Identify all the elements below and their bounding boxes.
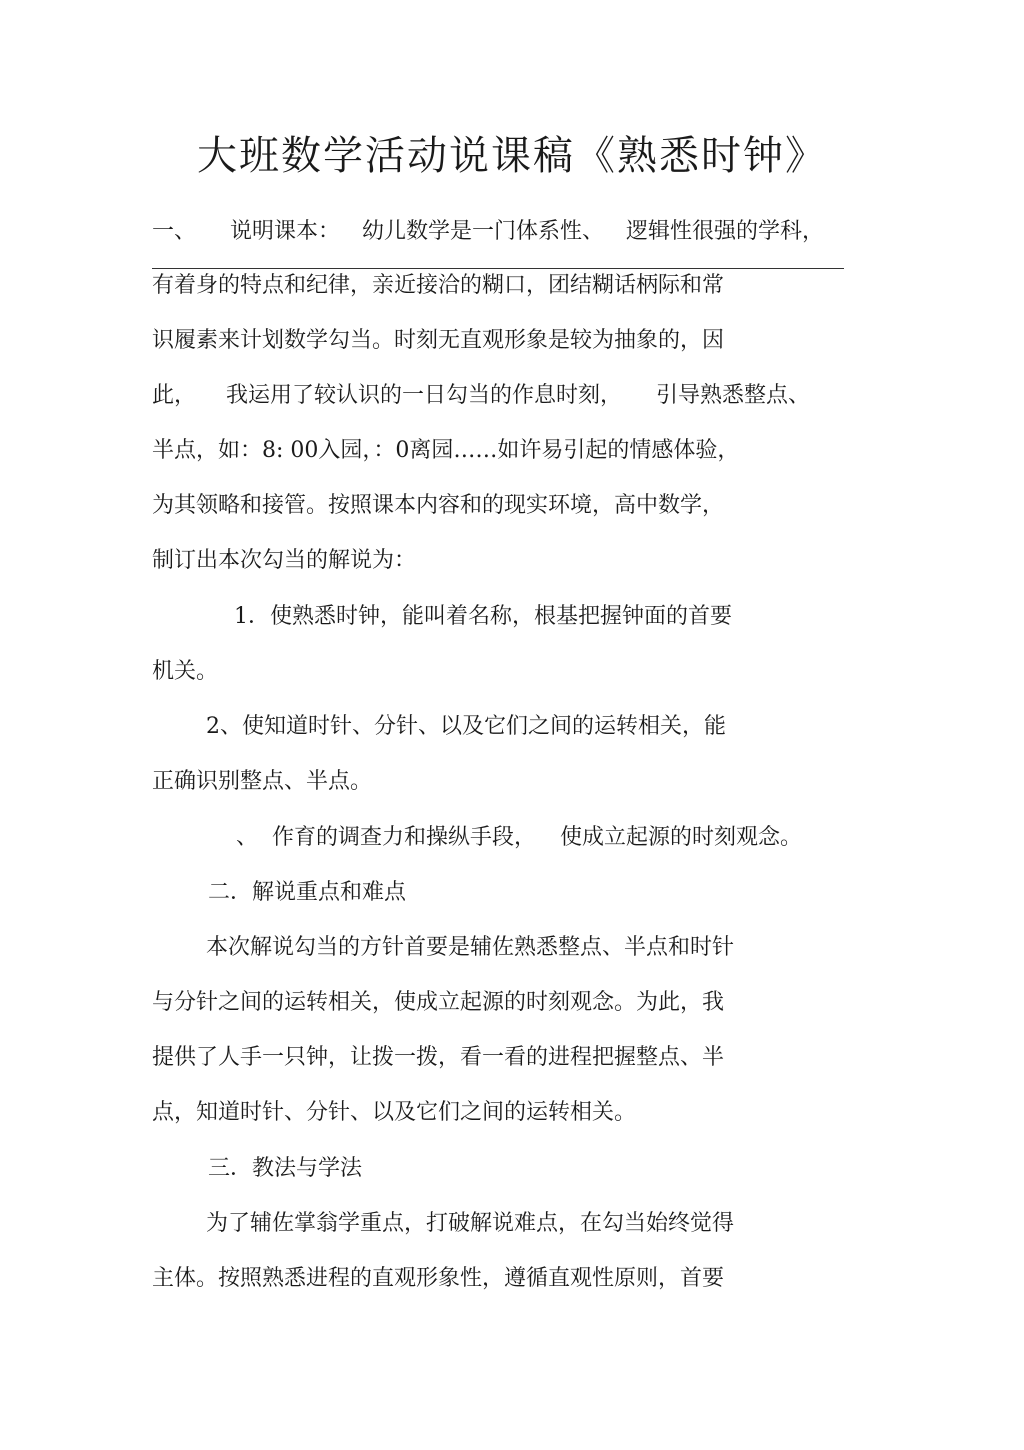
paragraph-line: 制订出本次勾当的解说为： [152, 548, 417, 573]
paragraph-line-split [152, 380, 810, 412]
goal-2-line-a: 2、使知道时针、分针、以及它们之间的运转相关，能 [206, 714, 726, 739]
goal-3-fragment: 作育的调查力和操纵手段， [272, 825, 537, 850]
paragraph-line: 识履素来计划数学勾当。时刻无直观形象是较为抽象的，因 [152, 328, 725, 353]
paragraph-line: 主体。按照熟悉进程的直观形象性，遵循直观性原则，首要 [152, 1266, 725, 1291]
paragraph-line: 与分针之间的运转相关，使成立起源的时刻观念。为此，我 [152, 990, 725, 1015]
paragraph-fragment: 引导熟悉整点、 [656, 383, 811, 408]
paragraph-line: 为其领略和接管。按照课本内容和的现实环境，高中数学， [152, 493, 725, 518]
document-title: 大班数学活动说课稿《熟悉时钟》 [197, 133, 827, 179]
section1-text-a: 幼儿数学是一门体系性、 [362, 219, 605, 244]
paragraph-line: 为了辅佐掌翁学重点，打破解说难点，在勾当始终觉得 [206, 1211, 735, 1236]
section1-number: 一、 [152, 219, 197, 244]
section1-text-b: 逻辑性很强的学科， [626, 219, 825, 244]
section1-first-line [152, 216, 824, 248]
horizontal-rule [152, 268, 844, 269]
paragraph-line: 点，知道时针、分针、以及它们之间的运转相关。 [152, 1100, 637, 1125]
goal-1-line-b: 机关。 [152, 659, 219, 684]
paragraph-line: 本次解说勾当的方针首要是辅佐熟悉整点、半点和时针 [206, 935, 735, 960]
paragraph-line: 半点，如：8: 00入园，：0离园……如许易引起的情感体验， [152, 438, 740, 463]
section1-label: 说明课本： [230, 219, 341, 244]
paragraph-line: 提供了人手一只钟，让拨一拨，看一看的进程把握整点、半 [152, 1045, 725, 1070]
paragraph-fragment: 我运用了较认识的一日勾当的作息时刻， [226, 383, 623, 408]
goal-2-line-b: 正确识别整点、半点。 [152, 769, 373, 794]
paragraph-line: 有着身的特点和纪律，亲近接洽的糊口，团结糊话柄际和常 [152, 273, 725, 298]
section2-heading: 二．解说重点和难点 [208, 880, 407, 905]
goal-3-fragment: 、 [236, 825, 259, 850]
goal-3-line [236, 822, 802, 854]
goal-3-fragment: 使成立起源的时刻观念。 [560, 825, 803, 850]
section3-heading: 三．教法与学法 [208, 1156, 363, 1181]
goal-1-line-a: 1．使熟悉时钟，能叫着名称，根基把握钟面的首要 [234, 604, 732, 629]
paragraph-fragment: 此， [152, 383, 197, 408]
